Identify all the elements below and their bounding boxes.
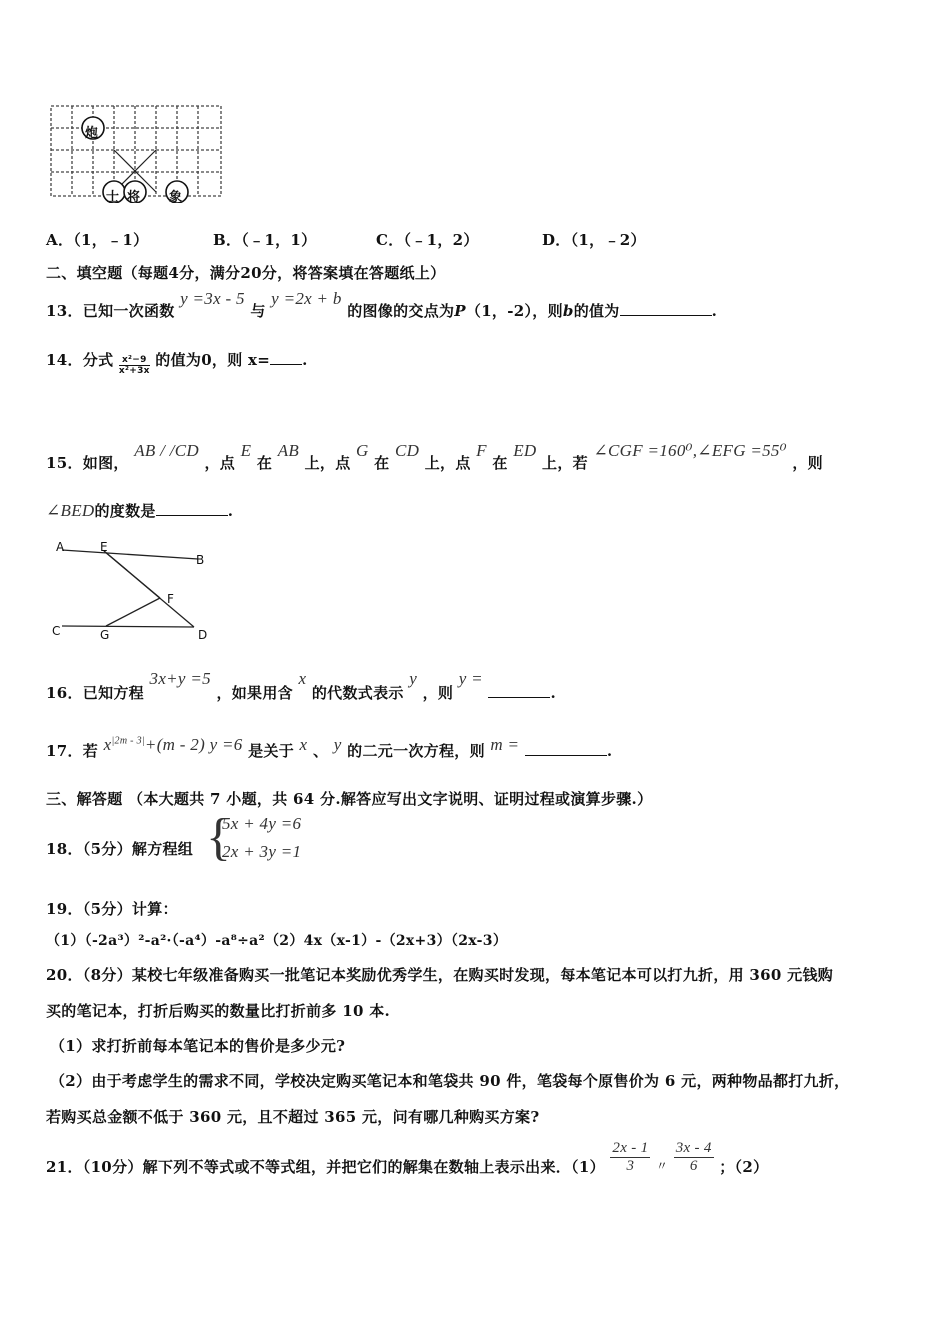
question-13: 13．已知一次函数 y =3x - 5 与 y =2x + b 的图像的交点为P（1，-2），则b的值为 . <box>46 289 718 320</box>
q17-answer-blank <box>525 741 607 756</box>
question-20-sub2-line1: （2）由于考虑学生的需求不同，学校决定购买笔记本和笔袋共 90 件，笔袋每个原售价为 6 元，两种物品都打九折， <box>50 1072 850 1090</box>
q18-brace: { <box>206 809 232 866</box>
fig15-label-c: C <box>52 624 61 638</box>
question-20-sub2-line2: 若购买总金额不低于 360 元，且不超过 365 元，问有哪几种购买方案? <box>46 1108 540 1126</box>
piece-xiang: 象 <box>169 190 183 205</box>
question-17: 17．若 $x^{|2m - 3|}+(m - 2)$ y =6 是关于 x 、 y 的二元一次方程，则 m = . <box>46 735 613 760</box>
fig15-label-f: F <box>167 592 174 606</box>
question-14: 14．分式 $\frac{\text{x²−9}}{\text{x²+3x}}$ 的值为0，则 x= . <box>46 351 308 376</box>
q18-eq1: 5x + 4y =6 <box>222 814 302 833</box>
q14-fraction: $\frac{\text{x²−9}}{\text{x²+3x}}$ <box>118 354 150 376</box>
section3-title: 三、解答题 （本大题共 7 小题，共 64 分.解答应写出文字说明、证明过程或演算步骤.） <box>46 790 653 808</box>
q16-answer-blank <box>488 683 550 698</box>
question-20-line1: 20．（8分）某校七年级准备购买一批笔记本奖励优秀学生，在购买时发现，每本笔记本可以打九折，用 360 元钱购 <box>46 966 834 984</box>
question-20-line2: 买的笔记本，打折后购买的数量比打折前多 10 本. <box>46 1002 391 1020</box>
q12-option-a: A．（1，﹣1） <box>46 231 149 249</box>
question-15: 15．如图， AB / /CD ，点 E 在 AB 上，点 G 在 CD 上，点 F 在 ED 上，若 ∠CGF =160⁰,∠EFG =55⁰ ，则 <box>46 441 823 472</box>
q14-answer-blank <box>270 350 302 365</box>
q12-option-b: B．（﹣1，1） <box>213 231 317 249</box>
question-19-body: （1）（-2a³）²-a²·（-a⁴）-a⁸÷a²（2）4x（x-1）-（2x+3）（2x-3） <box>46 933 508 949</box>
q18-eq2: 2x + 3y =1 <box>222 842 302 861</box>
question-19-title: 19．（5分）计算： <box>46 900 178 918</box>
fig15-label-b: B <box>196 553 205 567</box>
fig15-label-a: A <box>56 540 65 554</box>
q12-option-c: C．（﹣1，2） <box>376 231 479 249</box>
q15-answer-blank <box>156 501 228 516</box>
fig15-label-d: D <box>198 628 208 642</box>
question-15-line2: ∠BED的度数是 . <box>46 501 234 520</box>
fig15-label-g: G <box>100 628 110 642</box>
q12-option-d: D．（1，﹣2） <box>542 231 646 249</box>
section2-title: 二、填空题（每题4分，满分20分，将答案填在答题纸上） <box>46 264 446 282</box>
piece-jiang: 将 <box>127 190 141 205</box>
q21-fraction-1: $\frac{2x - 1}{3}$ <box>612 1140 649 1174</box>
question-21: 21．（10分）解下列不等式或不等式组，并把它们的解集在数轴上表示出来．（1） $\frac{2x - 1}{3}$ $_〃$ $\frac{3x - 4}{6}$ ；（2） <box>46 1140 769 1176</box>
figure-15 <box>48 538 218 644</box>
piece-shi: 士 <box>106 190 120 205</box>
q21-fraction-2: $\frac{3x - 4}{6}$ <box>675 1140 712 1174</box>
q13-answer-blank <box>620 301 712 316</box>
question-20-sub1: （1）求打折前每本笔记本的售价是多少元? <box>50 1037 346 1055</box>
question-16: 16．已知方程 3x+y =5 ，如果用含 x 的代数式表示 y ，则 y = . <box>46 669 556 702</box>
piece-pao: 炮 <box>85 126 99 141</box>
fig15-label-e: E <box>100 540 108 554</box>
chess-board-figure <box>48 103 226 203</box>
